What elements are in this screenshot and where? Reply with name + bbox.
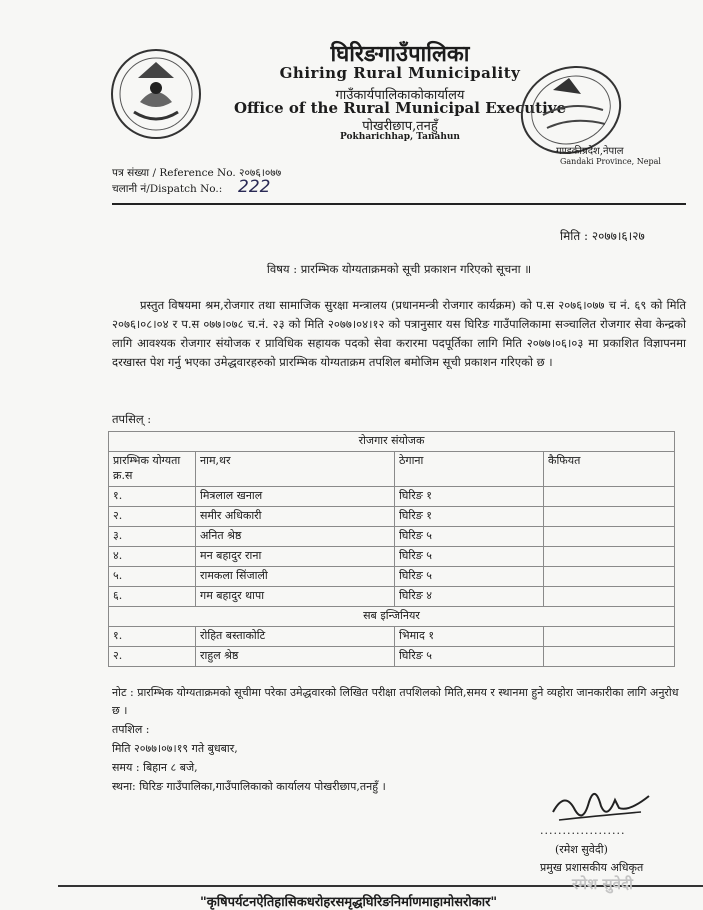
government-emblem-icon: [110, 48, 202, 140]
cell-address: घिरिङ १: [395, 487, 544, 507]
cell-name: मित्रलाल खनाल: [196, 487, 395, 507]
cell-name: रोहित बस्ताकोटि: [196, 627, 395, 647]
header-rank: प्रारम्भिक योग्यता क्र.स: [109, 452, 196, 487]
table-row: [109, 647, 675, 667]
cell-address: घिरिङ ४: [395, 587, 544, 607]
exam-time: समय : बिहान ८ बजे,: [112, 761, 198, 774]
cell-address: घिरिङ ५: [395, 547, 544, 567]
cell-remarks: [544, 587, 675, 607]
cell-address: भिमाद १: [395, 627, 544, 647]
cell-name: गम बहादुर थापा: [196, 587, 395, 607]
cell-address: घिरिङ १: [395, 507, 544, 527]
signature-icon: [545, 772, 655, 830]
province-np: गण्डकीप्रदेश,नेपाल: [556, 146, 624, 157]
letter-subject: विषय : प्रारम्भिक योग्यताक्रमको सूची प्रकाशन गरिएको सूचना ॥: [266, 262, 532, 276]
cell-remarks: [544, 507, 675, 527]
table-header-row: [109, 452, 675, 487]
cell-remarks: [544, 527, 675, 547]
cell-name: राहुल श्रेष्ठ: [196, 647, 395, 667]
exam-place: स्थना: घिरिङ गाउँपालिका,गाउँपालिकाको कार्यालय पोखरीछाप,तनहुँ ।: [112, 780, 386, 793]
cell-rank: २.: [109, 647, 196, 667]
cell-name: मन बहादुर राना: [196, 547, 395, 567]
cell-address: घिरिङ ५: [395, 567, 544, 587]
table-row: [109, 627, 675, 647]
cell-rank: २.: [109, 507, 196, 527]
address-en: Pokharichhap, Tanahun: [340, 132, 460, 142]
header-name: नाम,थर: [196, 452, 395, 487]
cell-name: समीर अधिकारी: [196, 507, 395, 527]
exam-date: मिति २०७७।०७।१९ गते बुधबार,: [112, 742, 238, 755]
cell-remarks: [544, 567, 675, 587]
municipality-name-en: Ghiring Rural Municipality: [279, 64, 521, 82]
table-row: [109, 487, 675, 507]
table-row: [109, 527, 675, 547]
letter-body: प्रस्तुत विषयमा श्रम,रोजगार तथा सामाजिक सुरक्षा मन्त्रालय (प्रधानमन्त्री रोजगार कार्यक्रम) को प.स २०७६।०७७ च नं. ६९ को मिति २०७६।०८।०४ र प.स ०७७।०७८ च.नं. २३ को मिति २०७७।०४।१२ को पत्रानुसार यस घिरिङ गाउँपालिकामा सञ्चालित रोजगार सेवा केन्द्रको लागि आवश्यक रोजगार संयोजक र प्राविधिक सहायक पदको सेवा करारमा पदपूर्तिका लागि मिति २०७७।०६।०३ मा प्रकाशित विज्ञापनमा दरखास्त पेश गर्नु भएका उमेद्धवारहरुको प्रारम्भिक योग्यताक्रम तपशिल बमोजिम सूची प्रकाशन गरिएको छ ।: [112, 298, 686, 369]
exam-note: नोट : प्रारम्भिक योग्यताक्रमको सूचीमा परेका उमेद्धवारको लिखित परीक्षा तपशिलको मिति,समय र स्थानमा हुने व्यहोरा जानकारीका लागि अनुरोध छ ।: [112, 686, 679, 717]
cell-remarks: [544, 487, 675, 507]
cell-name: अनित श्रेष्ठ: [196, 527, 395, 547]
cell-remarks: [544, 647, 675, 667]
table-row: [109, 587, 675, 607]
province-en: Gandaki Province, Nepal: [560, 157, 661, 166]
section-employment-coordinator: रोजगार संयोजक: [109, 432, 675, 452]
dispatch-number: 222: [238, 177, 271, 197]
cell-remarks: [544, 547, 675, 567]
letter-date: मिति : २०७७।६।२७: [560, 229, 645, 243]
office-name-en: Office of the Rural Municipal Executive: [233, 99, 567, 117]
table-section-row: [109, 432, 675, 452]
signatory-title: प्रमुख प्रशासकीय अधिकृत: [540, 861, 644, 874]
table-row: [109, 507, 675, 527]
address-np: पोखरीछाप,तनहुँ: [362, 119, 438, 134]
section-sub-engineer: सब इन्जिनियर: [109, 607, 675, 627]
candidate-table: [108, 431, 675, 667]
table-row: [109, 567, 675, 587]
details-label: तपसिल् :: [112, 412, 152, 426]
cell-rank: ६.: [109, 587, 196, 607]
dispatch-label: चलानी नं/Dispatch No.:: [112, 183, 223, 195]
name-stamp: रमेश सुवेदी: [572, 875, 633, 893]
footer-slogan: "कृषिपर्यटनऐतिहासिकधरोहरसमृद्धघिरिङनिर्माणमाहामोसरोकार": [200, 895, 498, 910]
cell-address: घिरिङ ५: [395, 527, 544, 547]
header-remarks: कैफियत: [544, 452, 675, 487]
signatory-name: (रमेश सुवेदी): [555, 843, 608, 856]
header-divider: [112, 203, 686, 205]
cell-rank: ४.: [109, 547, 196, 567]
cell-address: घिरिङ ५: [395, 647, 544, 667]
reference-number: पत्र संख्या / Reference No. २०७६।०७७: [112, 167, 282, 179]
signature-line: ...................: [540, 824, 626, 837]
cell-rank: ५.: [109, 567, 196, 587]
header-address: ठेगाना: [395, 452, 544, 487]
table-row: [109, 547, 675, 567]
cell-rank: १.: [109, 487, 196, 507]
cell-name: रामकला सिंजाली: [196, 567, 395, 587]
cell-rank: १.: [109, 627, 196, 647]
municipality-name-np: घिरिङगाउँपालिका: [330, 41, 470, 67]
cell-rank: ३.: [109, 527, 196, 547]
schedule-label: तपशिल :: [112, 723, 150, 736]
cell-remarks: [544, 627, 675, 647]
office-name-np: गाउँकार्यपालिकाकोकार्यालय: [335, 88, 465, 103]
table-section-row: [109, 607, 675, 627]
